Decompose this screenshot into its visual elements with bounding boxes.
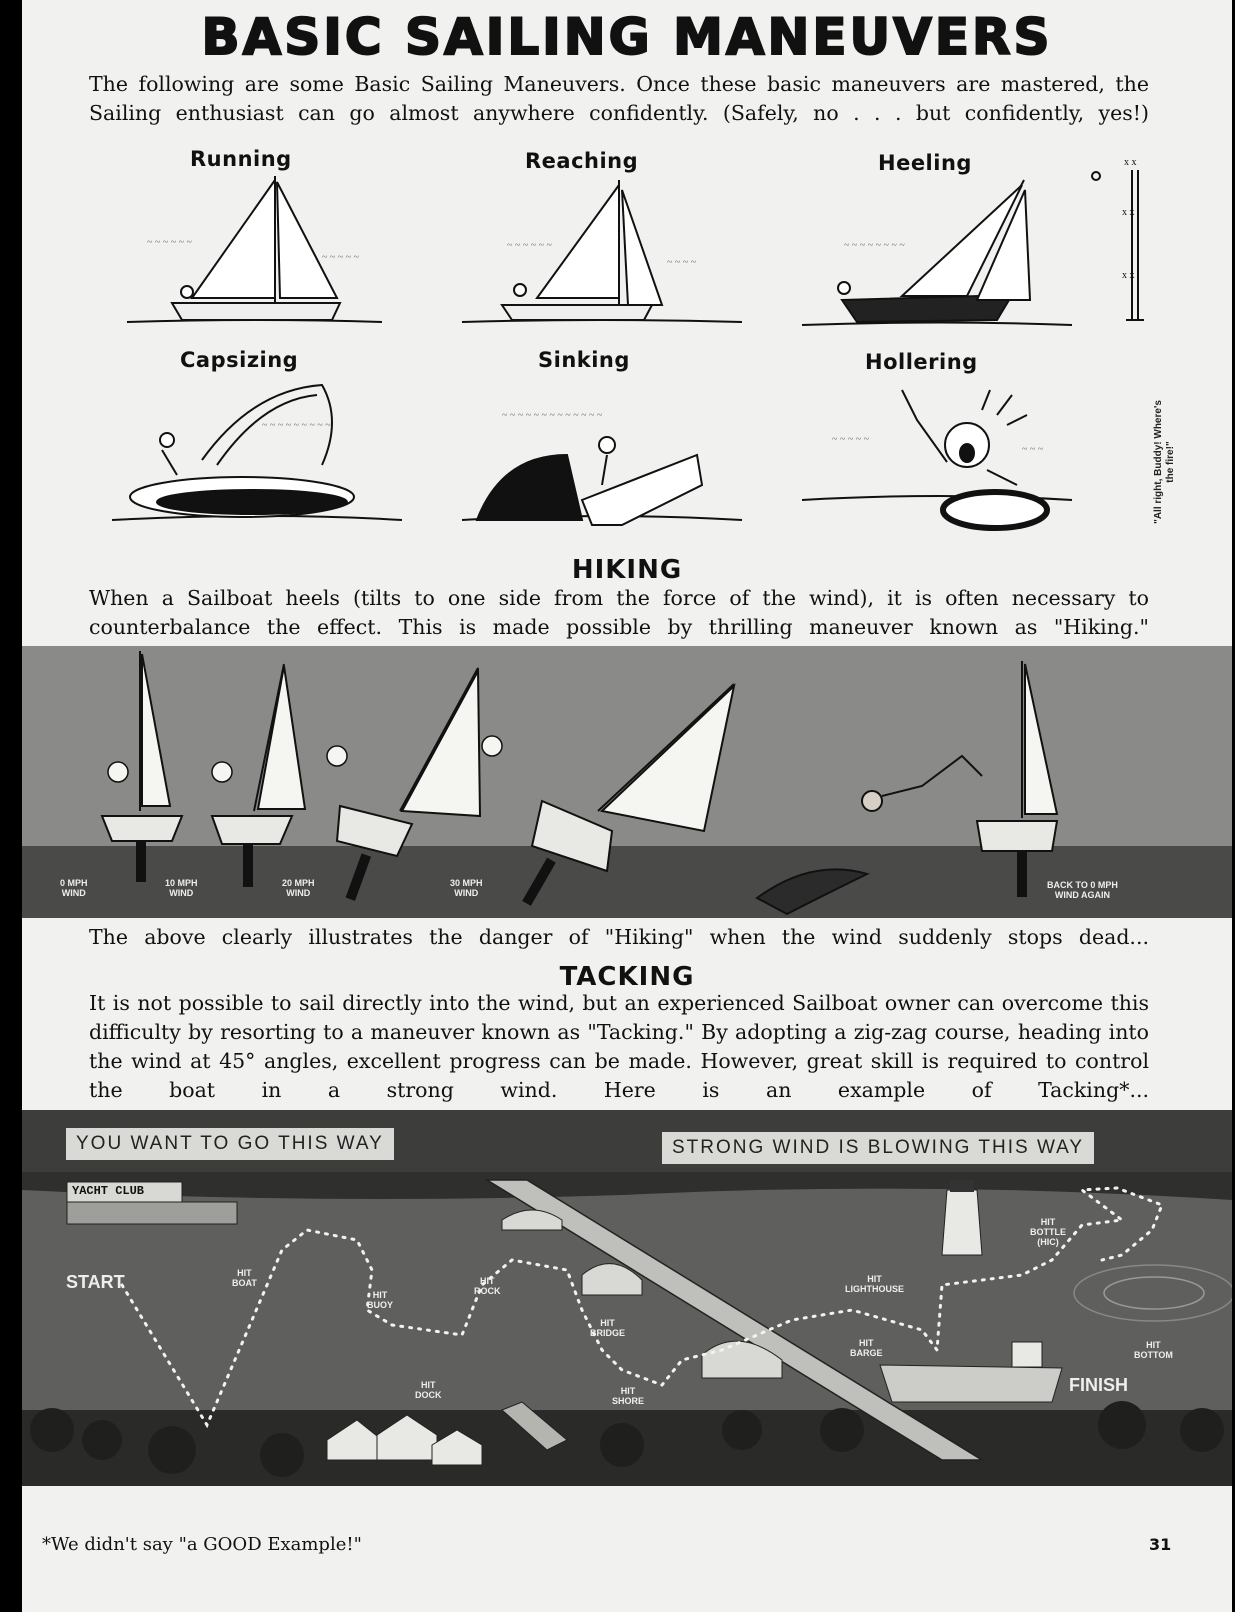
hit-bridge-a: HIT xyxy=(600,1318,615,1328)
wind-unit-20: WIND xyxy=(286,888,311,898)
svg-text:~ ~ ~ ~ ~: ~ ~ ~ ~ ~ xyxy=(832,434,870,445)
wind-unit-back: WIND AGAIN xyxy=(1054,890,1110,900)
wind-speed-10: 10 MPH xyxy=(165,878,198,888)
hit-rock-b: ROCK xyxy=(474,1286,501,1296)
svg-text:~ ~ ~ ~ ~ ~: ~ ~ ~ ~ ~ ~ xyxy=(147,237,192,248)
hit-lighthouse-label xyxy=(845,1274,904,1294)
sinking-boat-illustration xyxy=(462,410,742,525)
hit-rock-label xyxy=(474,1276,501,1296)
hit-dock-b: DOCK xyxy=(415,1390,442,1400)
tacking-illustration-panel xyxy=(22,1110,1232,1486)
start-label: START xyxy=(66,1272,125,1292)
hit-bottom-label xyxy=(1134,1340,1173,1360)
yacht-club-sign: YACHT CLUB xyxy=(72,1184,145,1198)
maneuver-illustrations xyxy=(22,0,1232,640)
magazine-page xyxy=(22,0,1232,1612)
hit-buoy-b: BUOY xyxy=(367,1300,394,1310)
side-quote-line2: the fire!" xyxy=(1165,441,1176,483)
caption-heeling: Heeling xyxy=(878,151,972,175)
hit-shore-label xyxy=(612,1386,644,1406)
hiking-caption: The above clearly illustrates the danger of "Hiking" when the wind suddenly stops dead... xyxy=(89,925,1149,949)
capsizing-boat-illustration xyxy=(112,385,402,520)
hit-shore-a: HIT xyxy=(620,1386,636,1396)
side-quote xyxy=(1153,387,1177,537)
banner-go-this-way: YOU WANT TO GO THIS WAY xyxy=(66,1128,394,1160)
hit-boat-a: HIT xyxy=(237,1268,252,1278)
hit-buoy-label xyxy=(367,1290,393,1310)
wind-label-10 xyxy=(165,878,198,898)
hit-boat-b: BOAT xyxy=(232,1278,257,1288)
caption-hollering: Hollering xyxy=(865,350,978,374)
intro-paragraph: The following are some Basic Sailing Maneuvers. Once these basic maneuvers are mastered, the Sailing enthusiast can go almost anywhere confidently. (Safely, no . . . but confidently, yes!) xyxy=(89,72,1149,125)
hit-boat-label xyxy=(232,1268,257,1288)
svg-text:~ ~ ~: ~ ~ ~ xyxy=(1022,444,1044,455)
wind-label-30 xyxy=(450,878,483,898)
svg-text:~ ~ ~ ~ ~ ~ ~ ~ ~: ~ ~ ~ ~ ~ ~ ~ ~ ~ xyxy=(262,420,331,431)
hit-shore-b: SHORE xyxy=(612,1396,645,1406)
svg-text:x x: x x xyxy=(1124,157,1137,168)
mast-ladder-illustration xyxy=(1092,157,1144,320)
hit-bottom-b: BOTTOM xyxy=(1134,1350,1173,1360)
wind-label-20 xyxy=(282,878,315,898)
svg-text:~ ~ ~ ~ ~ ~ ~ ~: ~ ~ ~ ~ ~ ~ ~ ~ xyxy=(844,240,905,251)
tacking-map xyxy=(22,1110,1232,1486)
hit-lighthouse-b: LIGHTHOUSE xyxy=(845,1284,905,1294)
svg-text:~ ~ ~ ~ ~ ~ ~ ~ ~ ~ ~ ~ ~: ~ ~ ~ ~ ~ ~ ~ ~ ~ ~ ~ ~ ~ xyxy=(502,410,603,421)
hit-bottle-a: HIT xyxy=(1040,1217,1056,1227)
hit-barge-b: BARGE xyxy=(850,1348,883,1358)
heeling-boat-illustration xyxy=(802,180,1072,325)
caption-sinking: Sinking xyxy=(538,348,630,372)
hit-bridge-b: BRIDGE xyxy=(590,1328,626,1338)
wind-speed-20: 20 MPH xyxy=(282,878,315,888)
wind-speed-0: 0 MPH xyxy=(60,878,88,888)
wind-label-0 xyxy=(60,878,88,898)
wind-speed-back: BACK TO 0 MPH xyxy=(1047,880,1118,890)
page-number: 31 xyxy=(1149,1535,1172,1554)
hit-bottle-b: BOTTLE xyxy=(1030,1227,1066,1237)
svg-text:x x: x x xyxy=(1122,207,1135,218)
svg-text:~ ~ ~ ~ ~: ~ ~ ~ ~ ~ xyxy=(322,252,360,263)
wind-speed-30: 30 MPH xyxy=(450,878,483,888)
wind-unit-30: WIND xyxy=(454,888,479,898)
hit-bottle-label xyxy=(1030,1217,1066,1247)
hiking-illustration-panel xyxy=(22,646,1232,918)
caption-running: Running xyxy=(190,147,292,171)
hit-bridge-label xyxy=(590,1318,625,1338)
svg-text:~ ~ ~ ~ ~ ~: ~ ~ ~ ~ ~ ~ xyxy=(507,240,552,251)
caption-capsizing: Capsizing xyxy=(180,348,299,372)
tacking-paragraph: It is not possible to sail directly into the wind, but an experienced Sailboat owner can overcome this difficulty by resorting to a maneuver known as "Tacking." By adopting a zig-zag course, heading into the wind at 45° angles, excellent progress can be made. However, great skill is required to control the boat in a strong wind. Here is an example of Tacking*... xyxy=(89,991,1149,1102)
caption-reaching: Reaching xyxy=(525,149,639,173)
hit-dock-label xyxy=(415,1380,442,1400)
running-boat-illustration xyxy=(127,176,382,322)
hit-barge-label xyxy=(850,1338,883,1358)
wind-label-back xyxy=(1047,880,1118,900)
banner-wind-direction: STRONG WIND IS BLOWING THIS WAY xyxy=(662,1132,1094,1164)
footnote: *We didn't say "a GOOD Example!" xyxy=(42,1534,362,1555)
page-title: BASIC SAILING MANEUVERS xyxy=(201,8,1053,66)
side-quote-line1: "All right, Buddy! Where's xyxy=(1153,400,1164,524)
hit-rock-a: HIT xyxy=(480,1276,495,1286)
hit-buoy-a: HIT xyxy=(372,1290,388,1300)
hit-lighthouse-a: HIT xyxy=(867,1274,882,1284)
svg-text:x x: x x xyxy=(1122,270,1135,281)
wind-unit-10: WIND xyxy=(169,888,194,898)
svg-text:~ ~ ~ ~: ~ ~ ~ ~ xyxy=(667,257,697,268)
wind-unit-0: WIND xyxy=(61,888,86,898)
finish-label: FINISH xyxy=(1069,1375,1129,1395)
hit-dock-a: HIT xyxy=(421,1380,436,1390)
reaching-boat-illustration xyxy=(462,180,742,322)
hit-bottle-c: (HIC) xyxy=(1037,1237,1059,1247)
tacking-heading: TACKING xyxy=(559,962,695,992)
hit-bottom-a: HIT xyxy=(1146,1340,1161,1350)
hit-barge-a: HIT xyxy=(859,1338,874,1348)
hiking-heading: HIKING xyxy=(571,555,683,585)
hiking-scene xyxy=(22,646,1232,918)
hiking-paragraph: When a Sailboat heels (tilts to one side from the force of the wind), it is often necessary to counterbalance the effect. This is made possible by thrilling maneuver known as "Hiking." xyxy=(89,586,1149,639)
hollering-swimmer-illustration xyxy=(802,390,1072,528)
